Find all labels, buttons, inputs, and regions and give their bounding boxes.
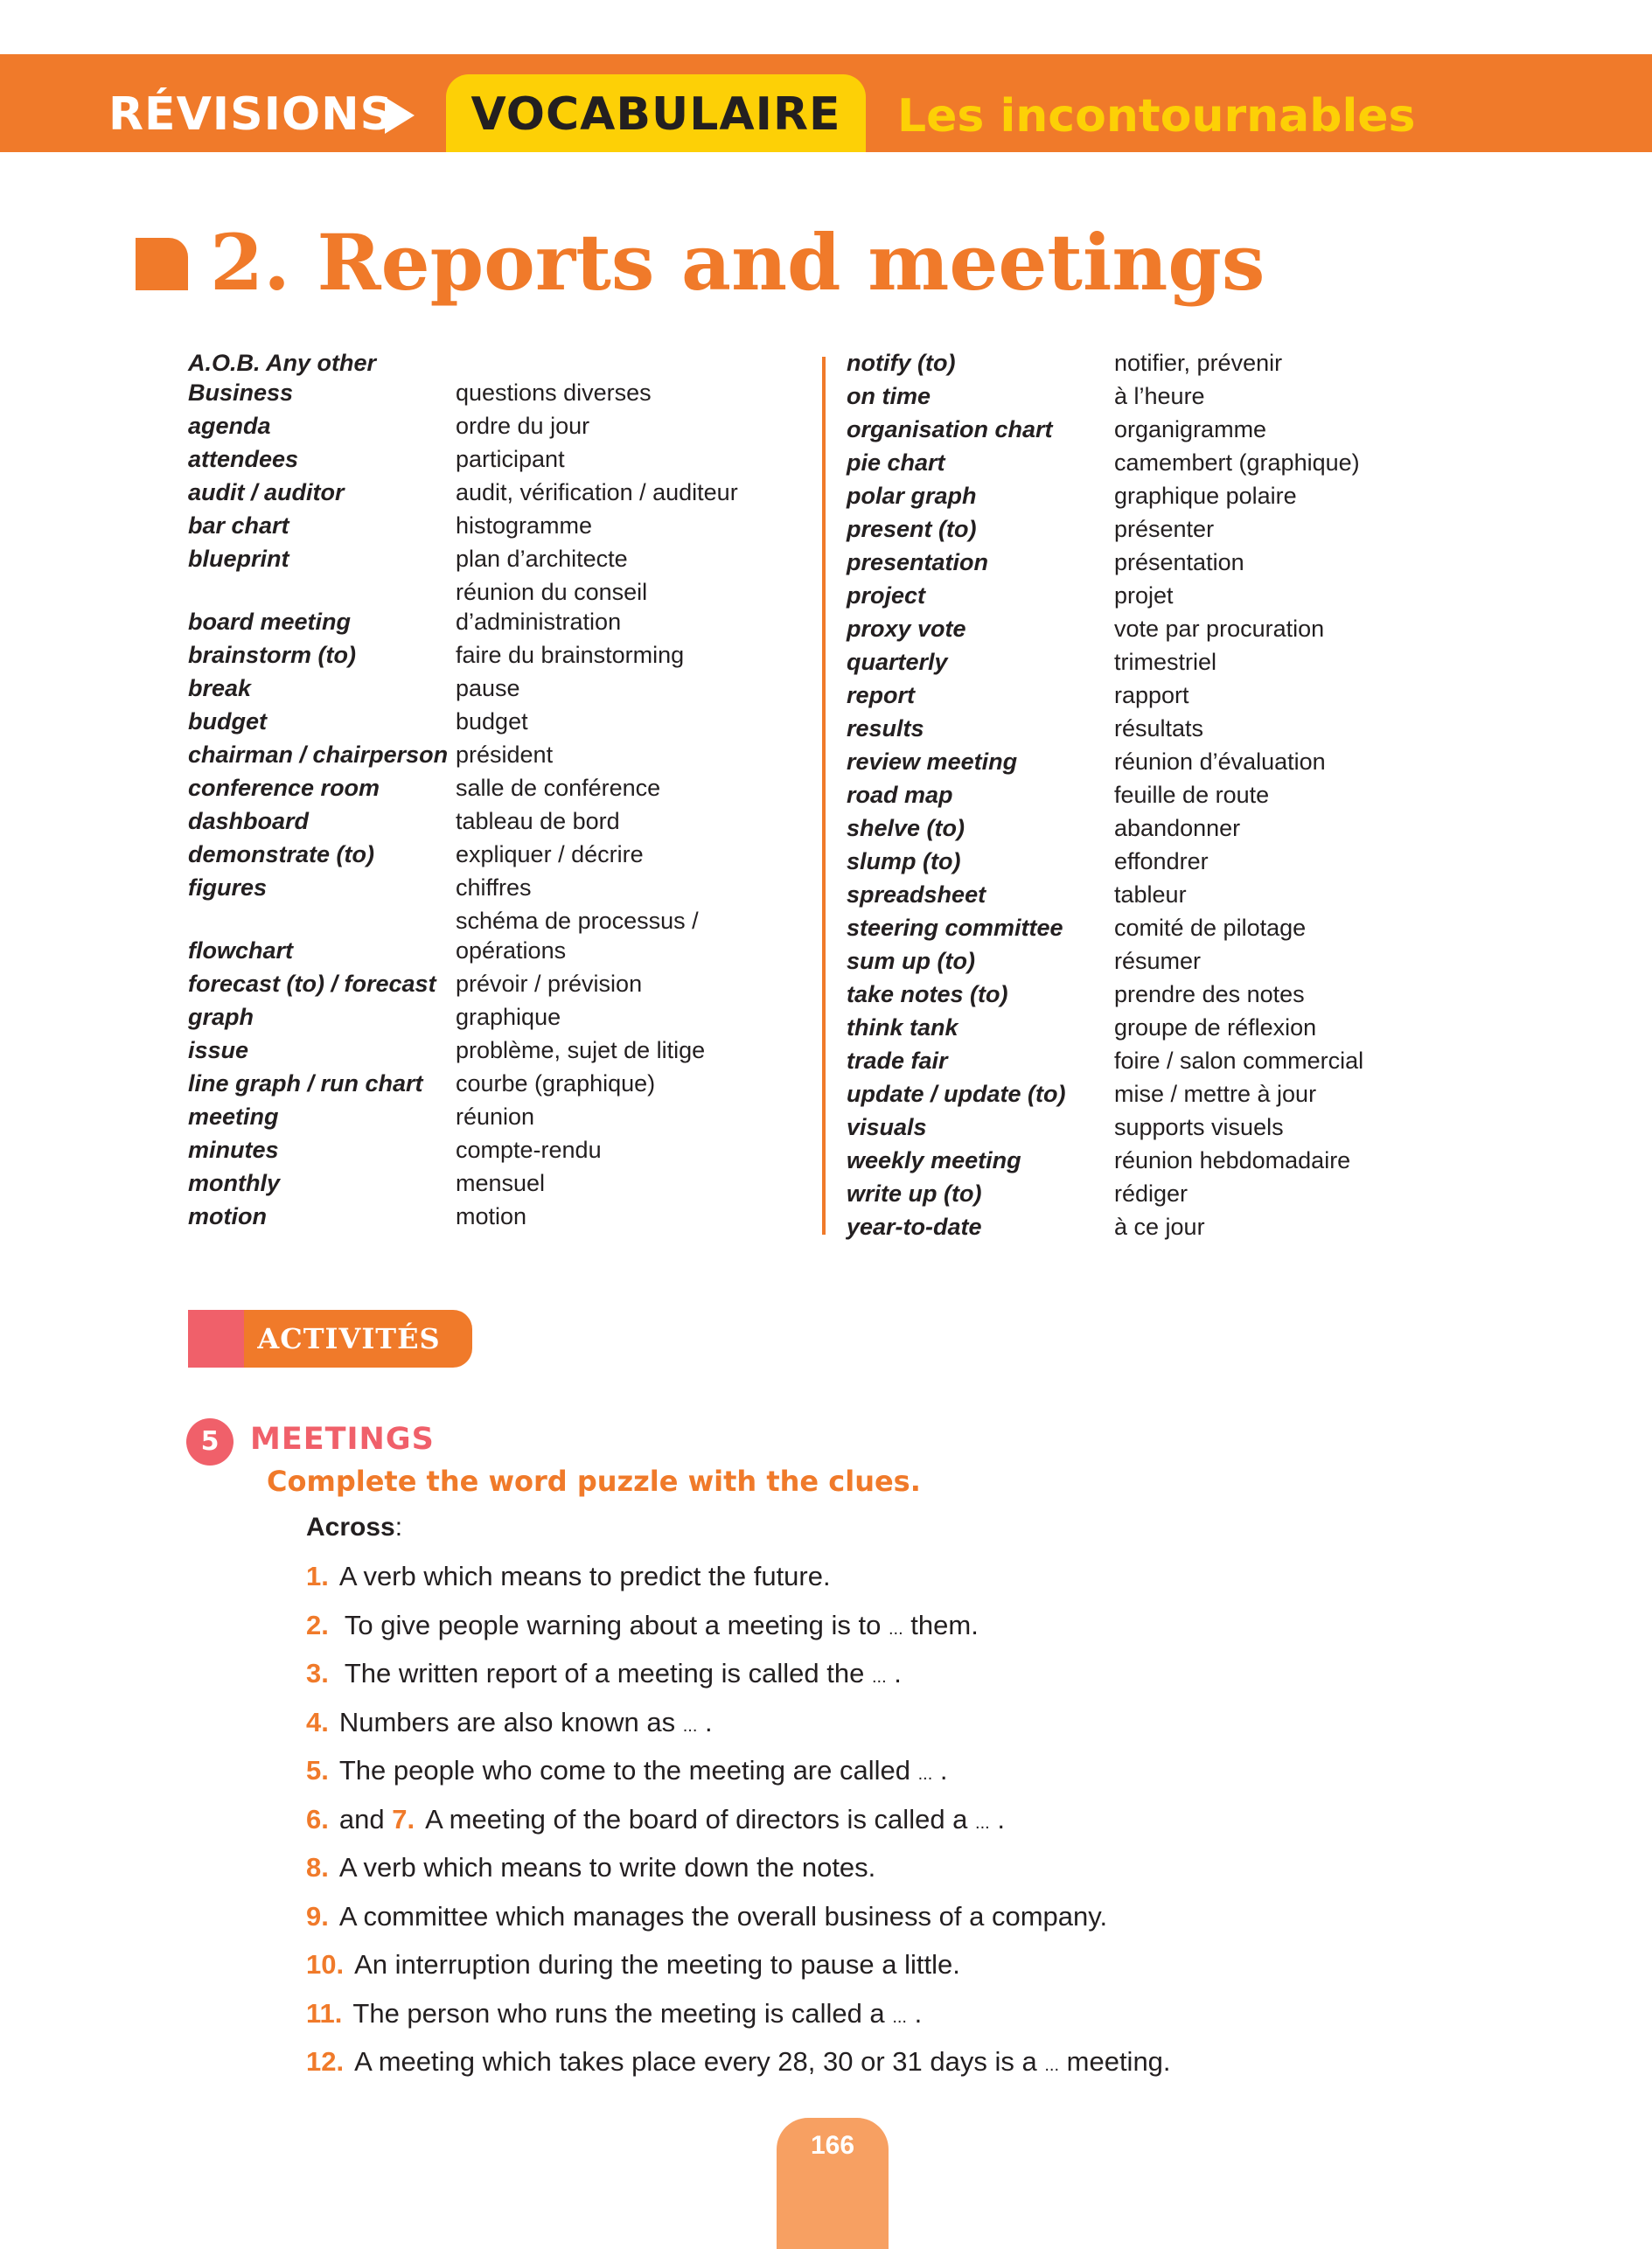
vocab-translation: questions diverses	[456, 379, 652, 406]
vocab-entry	[847, 381, 1455, 411]
clue-item	[306, 1608, 1574, 1657]
exercise-number: 5	[186, 1418, 234, 1466]
vocab-translation: abandonner	[1114, 815, 1241, 841]
vocab-entry	[188, 740, 797, 769]
clue-blank: ...	[682, 1716, 698, 1736]
clue-blank: ...	[871, 1668, 887, 1687]
vocab-translation: camembert (graphique)	[1114, 449, 1360, 476]
title-bullet-icon	[136, 238, 188, 290]
vocab-term-text: forecast (to) / forecast	[188, 971, 436, 997]
vocab-term	[188, 411, 456, 441]
vocab-term	[847, 348, 1114, 378]
clue-item	[306, 1559, 1574, 1608]
vocab-term	[847, 614, 1114, 644]
vocab-term	[847, 1179, 1114, 1208]
vocab-entry	[188, 773, 797, 803]
vocab-term	[847, 381, 1114, 411]
page-title: 2. Reports and meetings	[210, 217, 1265, 308]
vocab-entry	[847, 979, 1455, 1009]
vocab-translation: président	[456, 742, 554, 768]
clue-text: An interruption during the meeting to pause a little.	[354, 1949, 960, 1980]
vocab-column-right	[847, 348, 1455, 1245]
vocab-term-text: sum up (to)	[847, 948, 975, 974]
vocab-translation: projet	[1114, 582, 1174, 609]
vocab-translation: graphique polaire	[1114, 483, 1297, 509]
vocab-entry	[847, 481, 1455, 511]
vocab-term-text: agenda	[188, 413, 271, 439]
vocab-translation: budget	[456, 708, 528, 735]
vocab-term-text: A.O.B. Any other Business	[188, 350, 377, 406]
vocab-entry	[188, 444, 797, 474]
vocab-entry	[847, 880, 1455, 909]
vocab-entry	[847, 581, 1455, 610]
clue-blank: ...	[975, 1813, 990, 1833]
vocab-entry	[188, 969, 797, 999]
vocab-term-text: visuals	[847, 1114, 927, 1140]
vocab-term	[847, 747, 1114, 776]
clue-text-end: .	[894, 1658, 902, 1688]
vocab-term-text: dashboard	[188, 808, 310, 834]
clue-blank: ...	[889, 1619, 903, 1639]
vocab-term-text: quarterly	[847, 649, 948, 675]
clue-number: 6.	[306, 1803, 329, 1835]
vocab-translation: vote par procuration	[1114, 616, 1325, 642]
clue-number: 4.	[306, 1706, 329, 1737]
vocab-term	[188, 906, 456, 965]
vocab-entry	[847, 448, 1455, 477]
vocab-term	[188, 1168, 456, 1198]
vocab-entry	[847, 1145, 1455, 1175]
vocab-translation: tableur	[1114, 881, 1187, 908]
vocab-entry	[847, 1112, 1455, 1142]
vocab-translation: tableau de bord	[456, 808, 620, 834]
vocab-term	[847, 780, 1114, 810]
vocab-term	[847, 547, 1114, 577]
vocab-term-text: review meeting	[847, 749, 1018, 775]
vocab-term	[847, 1013, 1114, 1042]
vocab-term-text: steering committee	[847, 915, 1063, 941]
vocab-term	[188, 348, 456, 407]
vocab-entry	[188, 1002, 797, 1032]
vocab-translation: comité de pilotage	[1114, 915, 1307, 941]
vocab-entry	[847, 680, 1455, 710]
clue-blank: ...	[917, 1765, 933, 1784]
clue-list	[306, 1559, 1574, 2093]
vocab-term-text: blueprint	[188, 546, 289, 572]
vocab-term-text: pie chart	[847, 449, 945, 476]
vocab-translation: présentation	[1114, 549, 1244, 575]
header-tab-label: VOCABULAIRE	[471, 88, 841, 141]
vocab-translation: réunion	[456, 1104, 535, 1130]
vocab-term	[847, 913, 1114, 943]
vocab-translation: à l’heure	[1114, 383, 1205, 409]
vocab-entry	[188, 1201, 797, 1231]
vocab-term	[188, 673, 456, 703]
clue-number: 8.	[306, 1852, 329, 1883]
clue-text-end: .	[997, 1803, 1005, 1835]
vocab-term-text: motion	[188, 1203, 267, 1229]
vocab-term-text: slump (to)	[847, 848, 961, 874]
clue-text: Numbers are also known as	[338, 1706, 676, 1737]
vocab-translation: ordre du jour	[456, 413, 590, 439]
vocab-term	[847, 1112, 1114, 1142]
vocab-translation: graphique	[456, 1004, 561, 1030]
vocab-entry	[847, 647, 1455, 677]
vocab-term-text: notify (to)	[847, 350, 956, 376]
clue-text: The person who runs the meeting is called a	[352, 1997, 885, 2029]
vocab-translation: réunion d’évaluation	[1114, 749, 1326, 775]
clue-item	[306, 1996, 1574, 2045]
clue-number: 1.	[306, 1561, 329, 1591]
vocab-translation: réunion du conseil d’administration	[456, 579, 648, 635]
clue-blank: ...	[892, 2007, 907, 2027]
clue-text-end: .	[705, 1706, 713, 1737]
vocab-entry	[847, 414, 1455, 444]
activities-badge	[188, 1310, 472, 1368]
section-label: RÉVISIONS	[108, 88, 394, 141]
vocab-term-text: audit / auditor	[188, 479, 345, 505]
vocab-translation: réunion hebdomadaire	[1114, 1147, 1351, 1173]
clue-number: 2.	[306, 1609, 329, 1640]
vocab-entry	[188, 1069, 797, 1098]
vocab-entry	[188, 839, 797, 869]
vocab-entry	[847, 714, 1455, 743]
vocab-term-text: presentation	[847, 549, 989, 575]
vocab-entry	[188, 1102, 797, 1131]
vocab-term	[188, 1102, 456, 1131]
vocab-translation: supports visuels	[1114, 1114, 1284, 1140]
vocab-term	[847, 647, 1114, 677]
clue-blank: ...	[1044, 2056, 1060, 2075]
badge-accent	[188, 1310, 244, 1368]
vocab-entry	[847, 813, 1455, 843]
vocab-term	[188, 1002, 456, 1032]
vocab-term-text: board meeting	[188, 609, 352, 635]
vocab-translation: motion	[456, 1203, 527, 1229]
vocab-term-text: conference room	[188, 775, 380, 801]
vocab-entry	[188, 511, 797, 540]
vocab-translation: trimestriel	[1114, 649, 1217, 675]
vocab-translation: rédiger	[1114, 1180, 1188, 1207]
clue-number: 9.	[306, 1900, 329, 1932]
vocab-translation: mise / mettre à jour	[1114, 1081, 1317, 1107]
vocab-translation: organigramme	[1114, 416, 1267, 442]
vocab-term-text: graph	[188, 1004, 254, 1030]
vocab-translation: à ce jour	[1114, 1214, 1205, 1240]
clue-text-end: meeting.	[1066, 2046, 1171, 2077]
vocab-entry	[847, 913, 1455, 943]
vocab-term-text: polar graph	[847, 483, 977, 509]
vocab-entry	[188, 806, 797, 836]
vocab-entry	[188, 640, 797, 670]
vocab-entry	[847, 1179, 1455, 1208]
vocab-term-text: present (to)	[847, 516, 977, 542]
vocab-term-text: weekly meeting	[847, 1147, 1021, 1173]
clue-text-end: .	[939, 1755, 948, 1786]
clue-item	[306, 1705, 1574, 1754]
vocab-entry	[847, 348, 1455, 378]
clue-number: 12.	[306, 2046, 345, 2077]
vocab-entry	[847, 846, 1455, 876]
vocab-term	[847, 979, 1114, 1009]
vocab-translation: histogramme	[456, 512, 593, 539]
clue-item	[306, 1899, 1574, 1948]
vocab-entry	[188, 477, 797, 507]
vocab-entry	[188, 1168, 797, 1198]
vocab-term	[847, 813, 1114, 843]
clue-text-end: them.	[910, 1609, 979, 1640]
vocab-entry	[188, 348, 797, 407]
vocab-term-text: figures	[188, 874, 268, 901]
vocab-translation: notifier, prévenir	[1114, 350, 1283, 376]
vocab-translation: feuille de route	[1114, 782, 1270, 808]
vocab-entry	[847, 547, 1455, 577]
vocab-entry	[188, 707, 797, 736]
vocab-translation: compte-rendu	[456, 1137, 602, 1163]
vocab-term	[847, 1212, 1114, 1242]
vocab-term	[188, 969, 456, 999]
vocab-entry	[188, 411, 797, 441]
vocab-translation: chiffres	[456, 874, 532, 901]
column-divider	[822, 357, 826, 1235]
vocab-entry	[847, 1013, 1455, 1042]
clue-number: 5.	[306, 1755, 329, 1786]
vocab-entry	[847, 514, 1455, 544]
vocab-term-text: demonstrate (to)	[188, 841, 375, 867]
vocab-entry	[188, 1135, 797, 1165]
clue-item	[306, 2044, 1574, 2093]
vocab-term	[188, 707, 456, 736]
vocab-term-text: line graph / run chart	[188, 1070, 423, 1097]
vocab-term-text: report	[847, 682, 916, 708]
clue-number: 11.	[306, 1997, 343, 2029]
clue-item	[306, 1802, 1574, 1851]
vocab-term	[188, 477, 456, 507]
clue-number: 3.	[306, 1658, 329, 1688]
vocab-term	[188, 806, 456, 836]
vocab-term-text: proxy vote	[847, 616, 966, 642]
exercise-title: MEETINGS	[250, 1422, 435, 1457]
vocab-translation: résultats	[1114, 715, 1204, 742]
vocab-term	[188, 1201, 456, 1231]
vocab-term-text: minutes	[188, 1137, 279, 1163]
vocab-term	[847, 946, 1114, 976]
vocab-term-text: shelve (to)	[847, 815, 965, 841]
vocab-term	[188, 444, 456, 474]
vocab-term	[847, 1046, 1114, 1076]
clue-item	[306, 1850, 1574, 1899]
vocab-translation: problème, sujet de litige	[456, 1037, 706, 1063]
vocab-term-text: project	[847, 582, 926, 609]
vocab-translation: salle de conférence	[456, 775, 661, 801]
vocab-translation: présenter	[1114, 516, 1215, 542]
vocab-entry	[847, 1079, 1455, 1109]
vocab-term-text: on time	[847, 383, 931, 409]
vocab-term	[188, 740, 456, 769]
vocab-term-text: write up (to)	[847, 1180, 982, 1207]
vocab-term-text: brainstorm (to)	[188, 642, 356, 668]
vocab-translation: faire du brainstorming	[456, 642, 685, 668]
vocab-term	[847, 680, 1114, 710]
clue-item	[306, 1753, 1574, 1802]
vocab-term-text: trade fair	[847, 1048, 948, 1074]
vocab-term	[188, 577, 456, 637]
vocab-term	[847, 880, 1114, 909]
vocab-term	[847, 448, 1114, 477]
vocab-entry	[847, 614, 1455, 644]
vocab-entry	[188, 673, 797, 703]
vocab-entry	[188, 577, 797, 637]
clue-number: 10.	[306, 1949, 345, 1980]
clue-item	[306, 1947, 1574, 1996]
vocab-term	[188, 511, 456, 540]
vocab-term-text: attendees	[188, 446, 299, 472]
vocab-translation: pause	[456, 675, 520, 701]
vocab-translation: courbe (graphique)	[456, 1070, 656, 1097]
vocab-translation: mensuel	[456, 1170, 546, 1196]
vocab-term	[847, 414, 1114, 444]
vocab-term-text: think tank	[847, 1014, 958, 1041]
exercise-instruction: Complete the word puzzle with the clues.	[267, 1465, 921, 1498]
vocab-term-text: year-to-date	[847, 1214, 982, 1240]
vocab-term-text: flowchart	[188, 937, 294, 964]
clue-number: 7.	[392, 1803, 415, 1835]
vocab-term	[847, 481, 1114, 511]
clue-text: A meeting of the board of directors is called a	[425, 1803, 968, 1835]
vocab-term-text: chairman / chairperson	[188, 742, 449, 768]
vocab-term	[188, 873, 456, 902]
vocab-column-left	[188, 348, 797, 1235]
vocab-translation: prévoir / prévision	[456, 971, 643, 997]
vocab-translation: foire / salon commercial	[1114, 1048, 1364, 1074]
vocab-term-text: break	[188, 675, 252, 701]
vocab-translation: plan d’architecte	[456, 546, 628, 572]
arrow-right-icon	[385, 97, 415, 134]
vocab-term	[847, 1145, 1114, 1175]
vocab-term	[847, 714, 1114, 743]
vocab-term-text: budget	[188, 708, 267, 735]
clue-text-end: .	[914, 1997, 923, 2029]
vocab-entry	[188, 873, 797, 902]
vocab-term-text: update / update (to)	[847, 1081, 1066, 1107]
vocab-translation: prendre des notes	[1114, 981, 1305, 1007]
vocab-translation: schéma de processus / opérations	[456, 908, 699, 964]
vocab-translation: audit, vérification / auditeur	[456, 479, 738, 505]
vocab-term	[847, 581, 1114, 610]
clue-text: The written report of a meeting is called the	[344, 1658, 865, 1688]
vocab-term	[188, 640, 456, 670]
vocab-term	[188, 1035, 456, 1065]
vocab-term-text: spreadsheet	[847, 881, 986, 908]
vocab-term-text: issue	[188, 1037, 249, 1063]
vocab-entry	[847, 1212, 1455, 1242]
vocab-translation: résumer	[1114, 948, 1202, 974]
clue-text: A verb which means to write down the notes.	[338, 1852, 876, 1883]
vocab-term-text: organisation chart	[847, 416, 1053, 442]
activities-label: ACTIVITÉS	[257, 1322, 441, 1355]
vocab-term	[188, 1135, 456, 1165]
across-heading: Across:	[306, 1513, 403, 1542]
vocab-term	[188, 773, 456, 803]
vocab-translation: participant	[456, 446, 565, 472]
vocab-term-text: road map	[847, 782, 953, 808]
vocab-term-text: results	[847, 715, 924, 742]
vocab-entry	[847, 747, 1455, 776]
clue-text: A committee which manages the overall business of a company.	[338, 1900, 1108, 1932]
vocab-entry	[847, 946, 1455, 976]
clue-text: To give people warning about a meeting is to	[344, 1609, 882, 1640]
vocab-term	[188, 544, 456, 574]
vocab-term	[847, 846, 1114, 876]
vocab-term	[847, 1079, 1114, 1109]
vocab-term	[188, 1069, 456, 1098]
vocab-translation: rapport	[1114, 682, 1189, 708]
header-subtitle: Les incontournables	[897, 90, 1416, 143]
vocab-translation: effondrer	[1114, 848, 1209, 874]
vocab-translation: expliquer / décrire	[456, 841, 644, 867]
vocab-term-text: monthly	[188, 1170, 280, 1196]
vocab-term	[188, 839, 456, 869]
vocab-entry	[188, 544, 797, 574]
vocab-term-text: bar chart	[188, 512, 289, 539]
vocab-entry	[847, 780, 1455, 810]
clue-text: A meeting which takes place every 28, 30 or 31 days is a	[354, 2046, 1037, 2077]
vocab-entry	[847, 1046, 1455, 1076]
clue-text: A verb which means to predict the future.	[338, 1561, 831, 1591]
vocab-term-text: meeting	[188, 1104, 279, 1130]
clue-item	[306, 1656, 1574, 1705]
vocab-term	[847, 514, 1114, 544]
clue-text: and	[338, 1803, 393, 1835]
vocab-entry	[188, 1035, 797, 1065]
vocab-term-text: take notes (to)	[847, 981, 1008, 1007]
vocab-translation: groupe de réflexion	[1114, 1014, 1317, 1041]
clue-text: The people who come to the meeting are called	[338, 1755, 910, 1786]
vocab-entry	[188, 906, 797, 965]
page-number: 166	[810, 2131, 855, 2160]
